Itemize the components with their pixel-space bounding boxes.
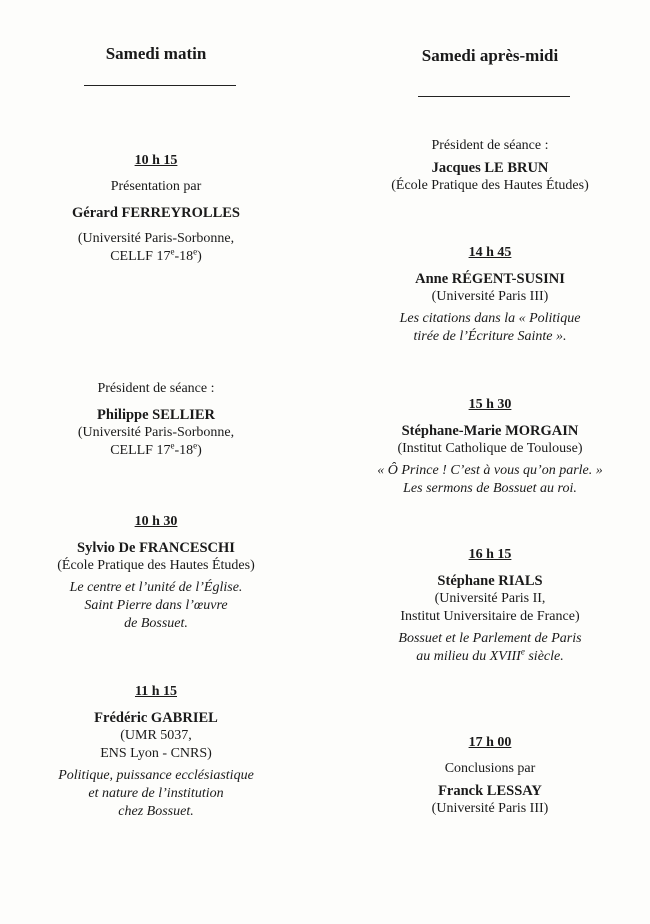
session-time: 17 h 00 — [468, 735, 512, 750]
talk-title: au milieu du XVIIIe siècle. — [416, 646, 564, 664]
speaker-name: Gérard FERREYROLLES — [72, 205, 240, 221]
speaker-affiliation: (École Pratique des Hautes Études) — [57, 558, 255, 573]
talk-title: Les citations dans la « Politique — [399, 311, 581, 326]
talk-title: Les sermons de Bossuet au roi. — [403, 481, 577, 496]
speaker-affiliation: (Université Paris-Sorbonne, — [77, 231, 235, 246]
session-1615 — [348, 546, 632, 666]
speaker-name: Philippe SELLIER — [96, 407, 216, 423]
session-time: 11 h 15 — [134, 684, 177, 699]
talk-title: Bossuet et le Parlement de Paris — [398, 631, 582, 646]
column-heading: Samedi matin — [105, 44, 207, 63]
session-1530 — [348, 396, 632, 498]
heading-rule — [84, 85, 236, 86]
speaker-affiliation: (Université Paris II, — [434, 591, 546, 606]
session-1115 — [22, 683, 290, 821]
session-time: 14 h 45 — [468, 245, 512, 260]
talk-title: tirée de l’Écriture Sainte ». — [413, 329, 567, 344]
speaker-name: Anne RÉGENT-SUSINI — [415, 271, 565, 287]
speaker-affiliation: (Université Paris III) — [431, 289, 549, 304]
speaker-affiliation: (Université Paris III) — [431, 801, 549, 816]
session-chair — [22, 380, 290, 460]
session-chair — [348, 137, 632, 195]
session-time: 10 h 30 — [134, 514, 178, 529]
speaker-affiliation: (Institut Catholique de Toulouse) — [397, 441, 583, 456]
session-1030 — [22, 513, 290, 633]
speaker-affiliation: CELLF 17e-18e) — [110, 440, 202, 458]
talk-title: Politique, puissance ecclésiastique — [58, 768, 254, 783]
heading-rule — [418, 96, 570, 97]
speaker-name: Sylvio De FRANCESCHI — [77, 540, 235, 556]
speaker-name: Jacques LE BRUN — [431, 160, 549, 176]
talk-title: de Bossuet. — [124, 616, 188, 631]
talk-title: « Ô Prince ! C’est à vous qu’on parle. » — [377, 463, 603, 478]
session-time: 10 h 15 — [134, 153, 178, 168]
session-intro: Présentation par — [110, 179, 202, 194]
talk-title: chez Bossuet. — [118, 804, 194, 819]
session-time: 15 h 30 — [468, 397, 512, 412]
column-heading: Samedi après-midi — [421, 46, 559, 65]
speaker-name: Franck LESSAY — [438, 783, 542, 799]
speaker-affiliation: Institut Universitaire de France) — [400, 609, 580, 624]
speaker-affiliation: (École Pratique des Hautes Études) — [391, 178, 589, 193]
speaker-name: Stéphane-Marie MORGAIN — [401, 423, 579, 439]
session-1445 — [348, 244, 632, 346]
speaker-affiliation: (Université Paris-Sorbonne, — [77, 425, 235, 440]
talk-title: Saint Pierre dans l’œuvre — [84, 598, 228, 613]
speaker-affiliation: ENS Lyon - CNRS) — [100, 746, 212, 761]
speaker-affiliation: (UMR 5037, — [120, 728, 192, 743]
speaker-affiliation: CELLF 17e-18e) — [110, 246, 202, 264]
session-intro: Président de séance : — [431, 138, 549, 153]
session-intro: Président de séance : — [97, 381, 215, 396]
talk-title: Le centre et l’unité de l’Église. — [69, 580, 243, 595]
talk-title: et nature de l’institution — [88, 786, 224, 801]
session-1015 — [22, 152, 290, 266]
session-intro: Conclusions par — [444, 761, 536, 776]
session-1700 — [348, 734, 632, 818]
speaker-name: Stéphane RIALS — [437, 573, 543, 589]
speaker-name: Frédéric GABRIEL — [94, 710, 218, 726]
session-time: 16 h 15 — [468, 547, 512, 562]
